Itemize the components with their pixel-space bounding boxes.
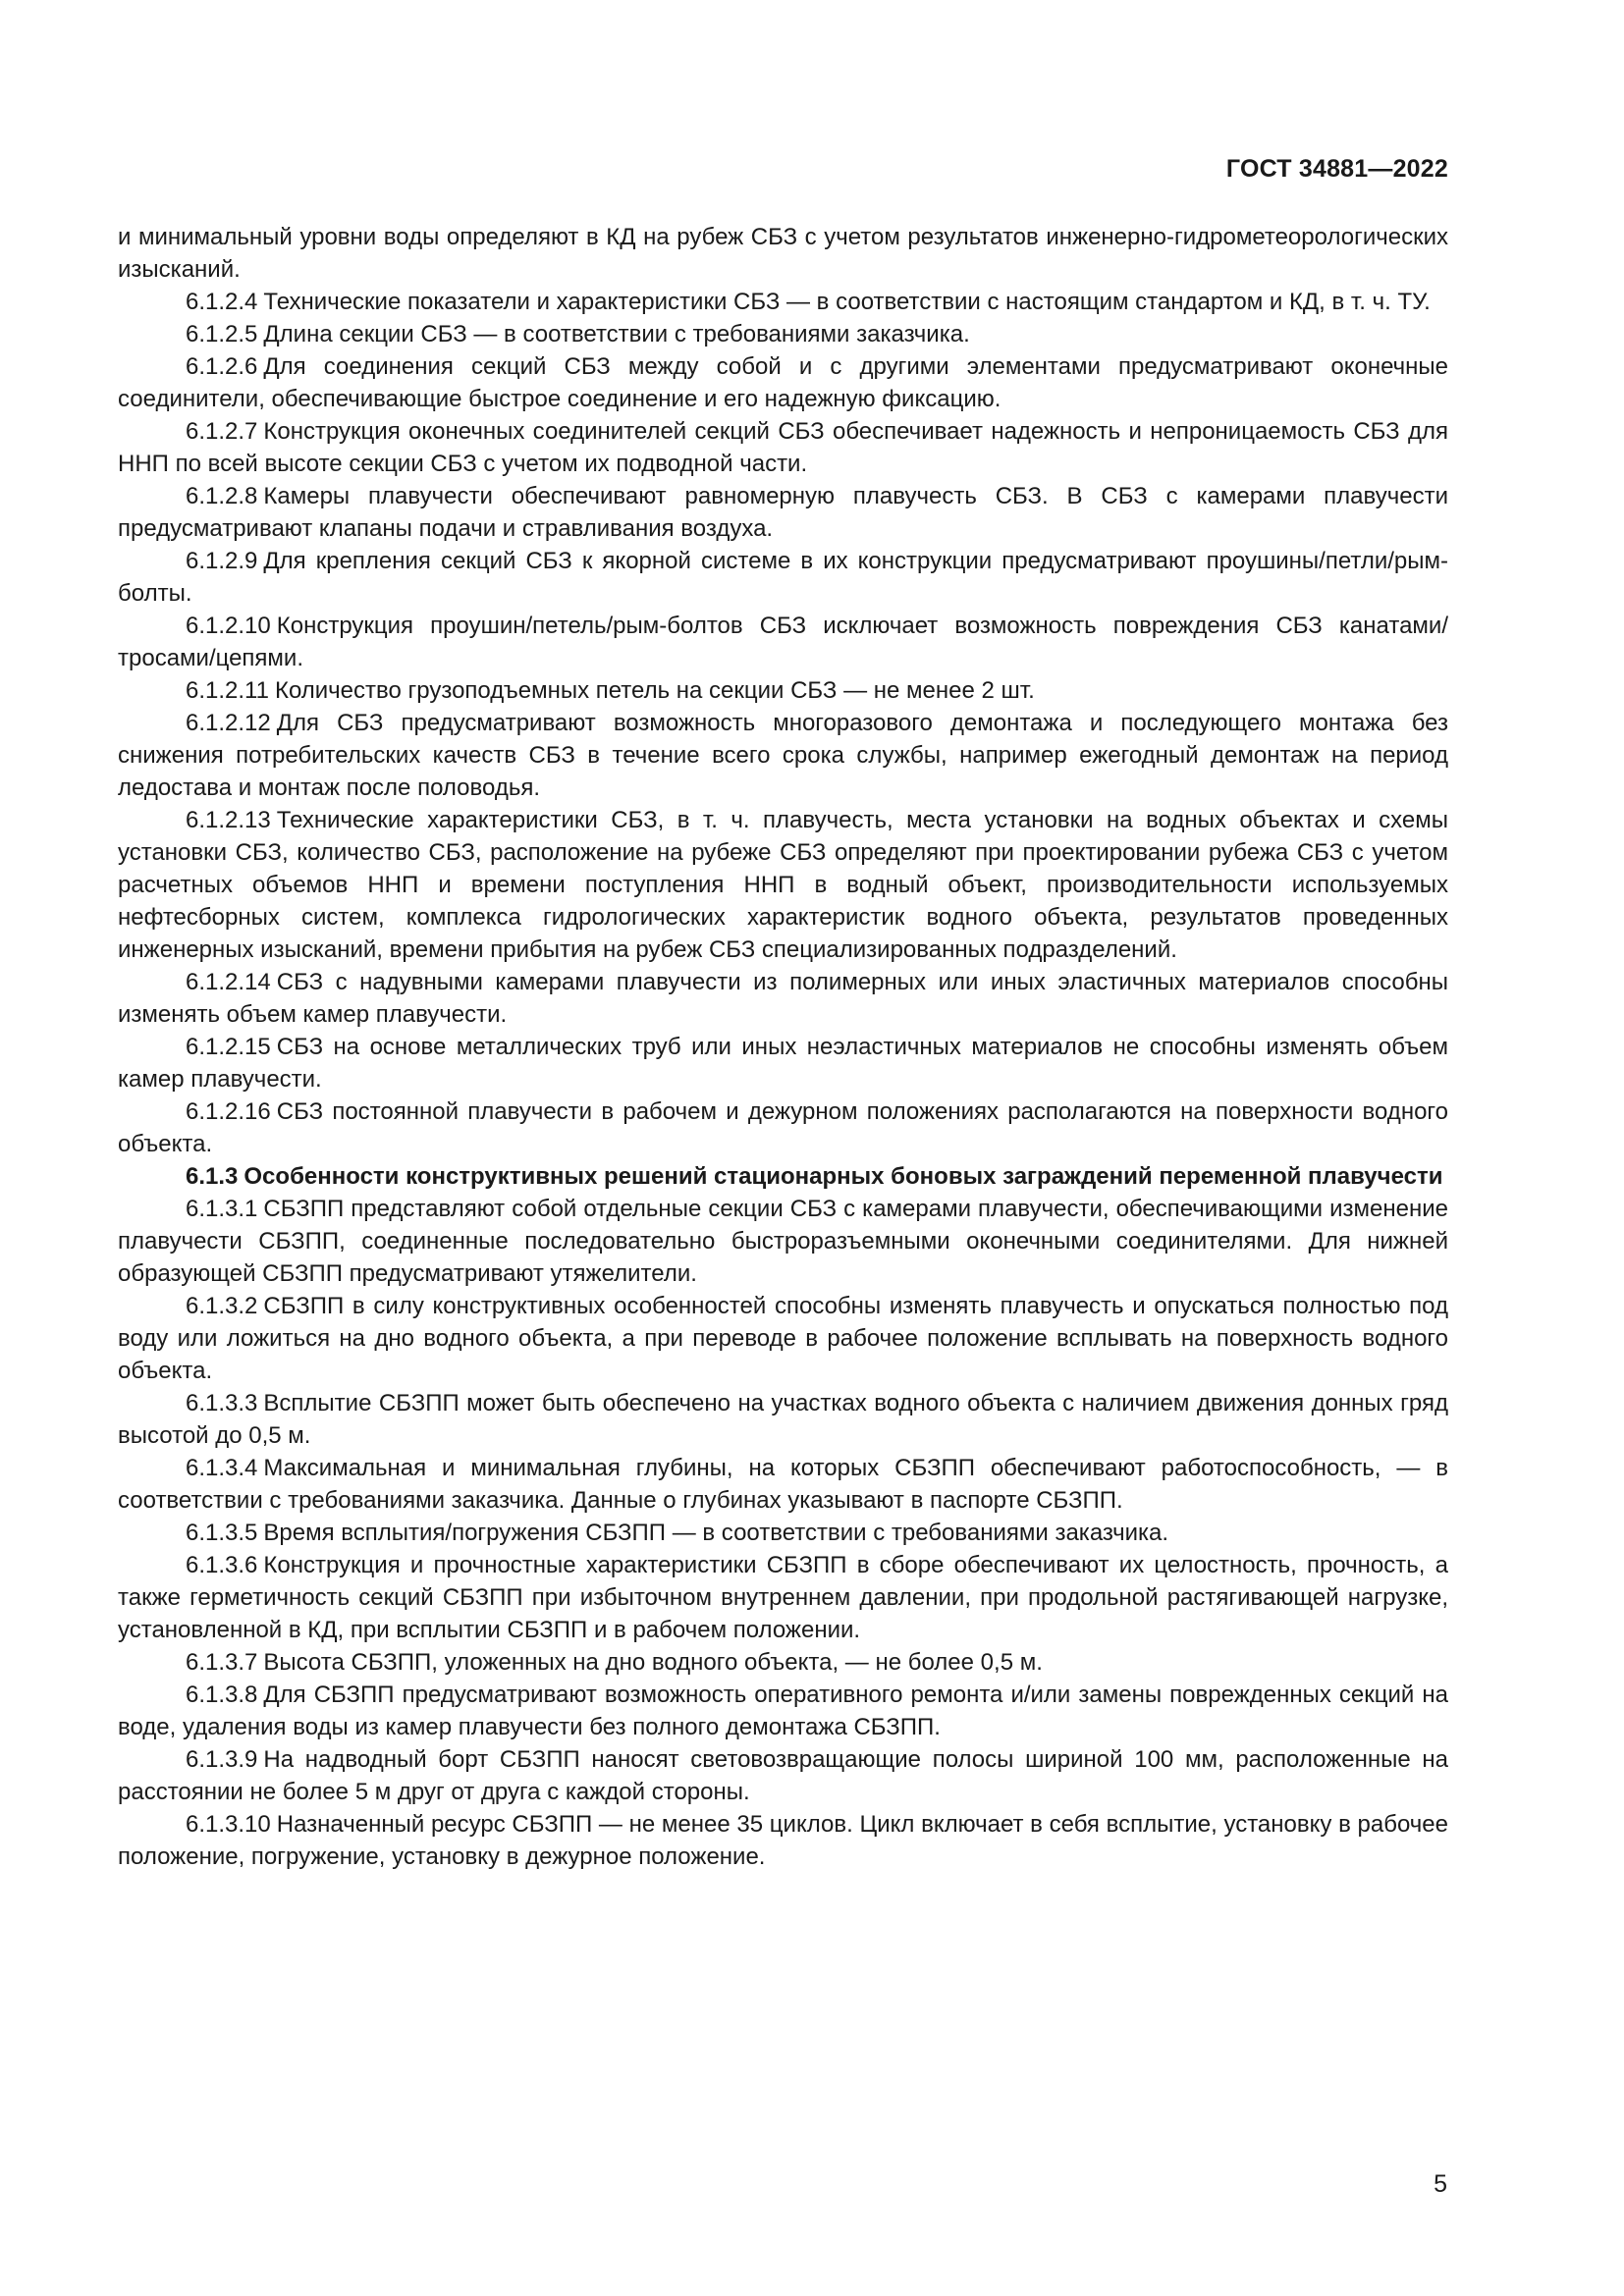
clause-text: СБЗ на основе металлических труб или иных неэластичных материалов не способны изменять объем камер плавучести. bbox=[118, 1034, 1448, 1093]
clause-text: Для СБЗ предусматривают возможность многоразового демонтажа и последующего монтажа без снижения потребительских качеств СБЗ в течение всего срока службы, например ежегодный демонтаж на период ледостава и монтаж после половодья. bbox=[118, 710, 1448, 801]
clause-number: 6.1.2.6 bbox=[186, 353, 258, 380]
paragraph bbox=[118, 1290, 1448, 1387]
clause-number: 6.1.2.16 bbox=[186, 1098, 271, 1125]
clause-number: 6.1.2.15 bbox=[186, 1034, 271, 1060]
clause-number: 6.1.2.9 bbox=[186, 548, 258, 574]
paragraph bbox=[118, 966, 1448, 1031]
clause-text: Технические показатели и характеристики СБЗ — в соответствии с настоящим стандартом и КД, в т. ч. ТУ. bbox=[263, 289, 1431, 315]
document-body bbox=[118, 221, 1448, 1873]
clause-number: 6.1.3.9 bbox=[186, 1746, 258, 1773]
paragraph bbox=[118, 1452, 1448, 1517]
paragraph bbox=[118, 674, 1448, 707]
clause-text: Высота СБЗПП, уложенных на дно водного объекта, — не более 0,5 м. bbox=[263, 1649, 1043, 1676]
clause-number: 6.1.2.13 bbox=[186, 807, 271, 833]
clause-number: 6.1.3.4 bbox=[186, 1455, 258, 1481]
paragraph bbox=[118, 318, 1448, 350]
clause-text: Назначенный ресурс СБЗПП — не менее 35 циклов. Цикл включает в себя всплытие, установку в рабочее положение, погружение, установку в дежурное положение. bbox=[118, 1811, 1448, 1870]
clause-text: Для соединения секций СБЗ между собой и с другими элементами предусматривают оконечные соединители, обеспечивающие быстрое соединение и его надежную фиксацию. bbox=[118, 353, 1448, 412]
paragraph bbox=[118, 1517, 1448, 1549]
clause-text: Для крепления секций СБЗ к якорной системе в их конструкции предусматривают проушины/петли/рым-болты. bbox=[118, 548, 1448, 607]
paragraph bbox=[118, 415, 1448, 480]
clause-text: Камеры плавучести обеспечивают равномерную плавучесть СБЗ. В СБЗ с камерами плавучести предусматривают клапаны подачи и стравливания воздуха. bbox=[118, 483, 1448, 542]
document-code: ГОСТ 34881—2022 bbox=[1225, 155, 1448, 183]
paragraph bbox=[118, 804, 1448, 966]
clause-number: 6.1.2.10 bbox=[186, 613, 271, 639]
page-number: 5 bbox=[1434, 2170, 1447, 2198]
paragraph bbox=[118, 1549, 1448, 1646]
clause-number: 6.1.3.8 bbox=[186, 1682, 258, 1708]
clause-number: 6.1.3.6 bbox=[186, 1552, 258, 1578]
clause-number: 6.1.3.3 bbox=[186, 1390, 258, 1416]
clause-number: 6.1.3.5 bbox=[186, 1520, 258, 1546]
clause-number: 6.1.3.1 bbox=[186, 1196, 258, 1222]
paragraph bbox=[118, 1193, 1448, 1290]
clause-text: Для СБЗПП предусматривают возможность оперативного ремонта и/или замены поврежденных секций на воде, удаления воды из камер плавучести без полного демонтажа СБЗПП. bbox=[118, 1682, 1448, 1740]
paragraph bbox=[118, 350, 1448, 415]
clause-number: 6.1.3.2 bbox=[186, 1293, 258, 1319]
paragraph bbox=[118, 1743, 1448, 1808]
paragraph bbox=[118, 1679, 1448, 1743]
clause-number: 6.1.3 bbox=[186, 1163, 239, 1190]
clause-text: Максимальная и минимальная глубины, на которых СБЗПП обеспечивают работоспособность, — в соответствии с требованиями заказчика. Данные о глубинах указывают в паспорте СБЗПП. bbox=[118, 1455, 1448, 1514]
paragraph bbox=[118, 1095, 1448, 1160]
clause-text: Особенности конструктивных решений стационарных боновых заграждений переменной плавучести bbox=[244, 1163, 1443, 1190]
paragraph bbox=[118, 610, 1448, 674]
clause-number: 6.1.2.4 bbox=[186, 289, 258, 315]
clause-number: 6.1.2.12 bbox=[186, 710, 271, 736]
clause-number: 6.1.3.10 bbox=[186, 1811, 271, 1838]
paragraph bbox=[118, 545, 1448, 610]
clause-text: СБЗПП представляют собой отдельные секции СБЗ с камерами плавучести, обеспечивающими изменение плавучести СБЗПП, соединенные последовательно быстроразъемными оконечными соединителями. Для нижней образующей СБЗПП предусматривают утяжелители. bbox=[118, 1196, 1448, 1287]
paragraph bbox=[118, 286, 1448, 318]
clause-text: На надводный борт СБЗПП наносят световозвращающие полосы шириной 100 мм, расположенные на расстоянии не более 5 м друг от друга с каждой стороны. bbox=[118, 1746, 1448, 1805]
clause-number: 6.1.3.7 bbox=[186, 1649, 258, 1676]
paragraph bbox=[118, 1646, 1448, 1679]
paragraph bbox=[118, 707, 1448, 804]
clause-text: Количество грузоподъемных петель на секции СБЗ — не менее 2 шт. bbox=[274, 677, 1035, 704]
clause-number: 6.1.2.8 bbox=[186, 483, 258, 509]
clause-text: Конструкция проушин/петель/рым-болтов СБЗ исключает возможность повреждения СБЗ канатами/тросами/цепями. bbox=[118, 613, 1448, 671]
clause-number: 6.1.2.7 bbox=[186, 418, 258, 445]
clause-text: Технические характеристики СБЗ, в т. ч. плавучесть, места установки на водных объектах и схемы установки СБЗ, количество СБЗ, расположение на рубеже СБЗ определяют при проектировании рубежа СБЗ с учетом расчетных объемов ННП и времени поступления ННП в водный объект, производительности используемых нефтесборных систем, комплекса гидрологических характеристик водного объекта, результатов проведенных инженерных изысканий, времени прибытия на рубеж СБЗ специализированных подразделений. bbox=[118, 807, 1448, 963]
clause-text: Всплытие СБЗПП может быть обеспечено на участках водного объекта с наличием движения донных гряд высотой до 0,5 м. bbox=[118, 1390, 1448, 1449]
paragraph bbox=[118, 1808, 1448, 1873]
clause-text: Время всплытия/погружения СБЗПП — в соответствии с требованиями заказчика. bbox=[263, 1520, 1169, 1546]
clause-text: СБЗПП в силу конструктивных особенностей способны изменять плавучесть и опускаться полностью под воду или ложиться на дно водного объекта, а при переводе в рабочее положение всплывать на поверхность водного объекта. bbox=[118, 1293, 1448, 1384]
paragraph bbox=[118, 1387, 1448, 1452]
clause-text: Длина секции СБЗ — в соответствии с требованиями заказчика. bbox=[263, 321, 970, 347]
clause-text: СБЗ с надувными камерами плавучести из полимерных или иных эластичных материалов способны изменять объем камер плавучести. bbox=[118, 969, 1448, 1028]
clause-text: Конструкция оконечных соединителей секций СБЗ обеспечивает надежность и непроницаемость СБЗ для ННП по всей высоте секции СБЗ с учетом их подводной части. bbox=[118, 418, 1448, 477]
clause-number: 6.1.2.14 bbox=[186, 969, 271, 995]
section-heading bbox=[118, 1160, 1448, 1193]
clause-number: 6.1.2.11 bbox=[186, 677, 269, 704]
paragraph bbox=[118, 221, 1448, 286]
paragraph bbox=[118, 480, 1448, 545]
clause-number: 6.1.2.5 bbox=[186, 321, 258, 347]
clause-text: и минимальный уровни воды определяют в КД на рубеж СБЗ с учетом результатов инженерно-гидрометеорологических изысканий. bbox=[118, 224, 1448, 283]
paragraph bbox=[118, 1031, 1448, 1095]
clause-text: СБЗ постоянной плавучести в рабочем и дежурном положениях располагаются на поверхности водного объекта. bbox=[118, 1098, 1448, 1157]
clause-text: Конструкция и прочностные характеристики СБЗПП в сборе обеспечивают их целостность, прочность, а также герметичность секций СБЗПП при избыточном внутреннем давлении, при продольной растягивающей нагрузке, установленной в КД, при всплытии СБЗПП и в рабочем положении. bbox=[118, 1552, 1448, 1643]
